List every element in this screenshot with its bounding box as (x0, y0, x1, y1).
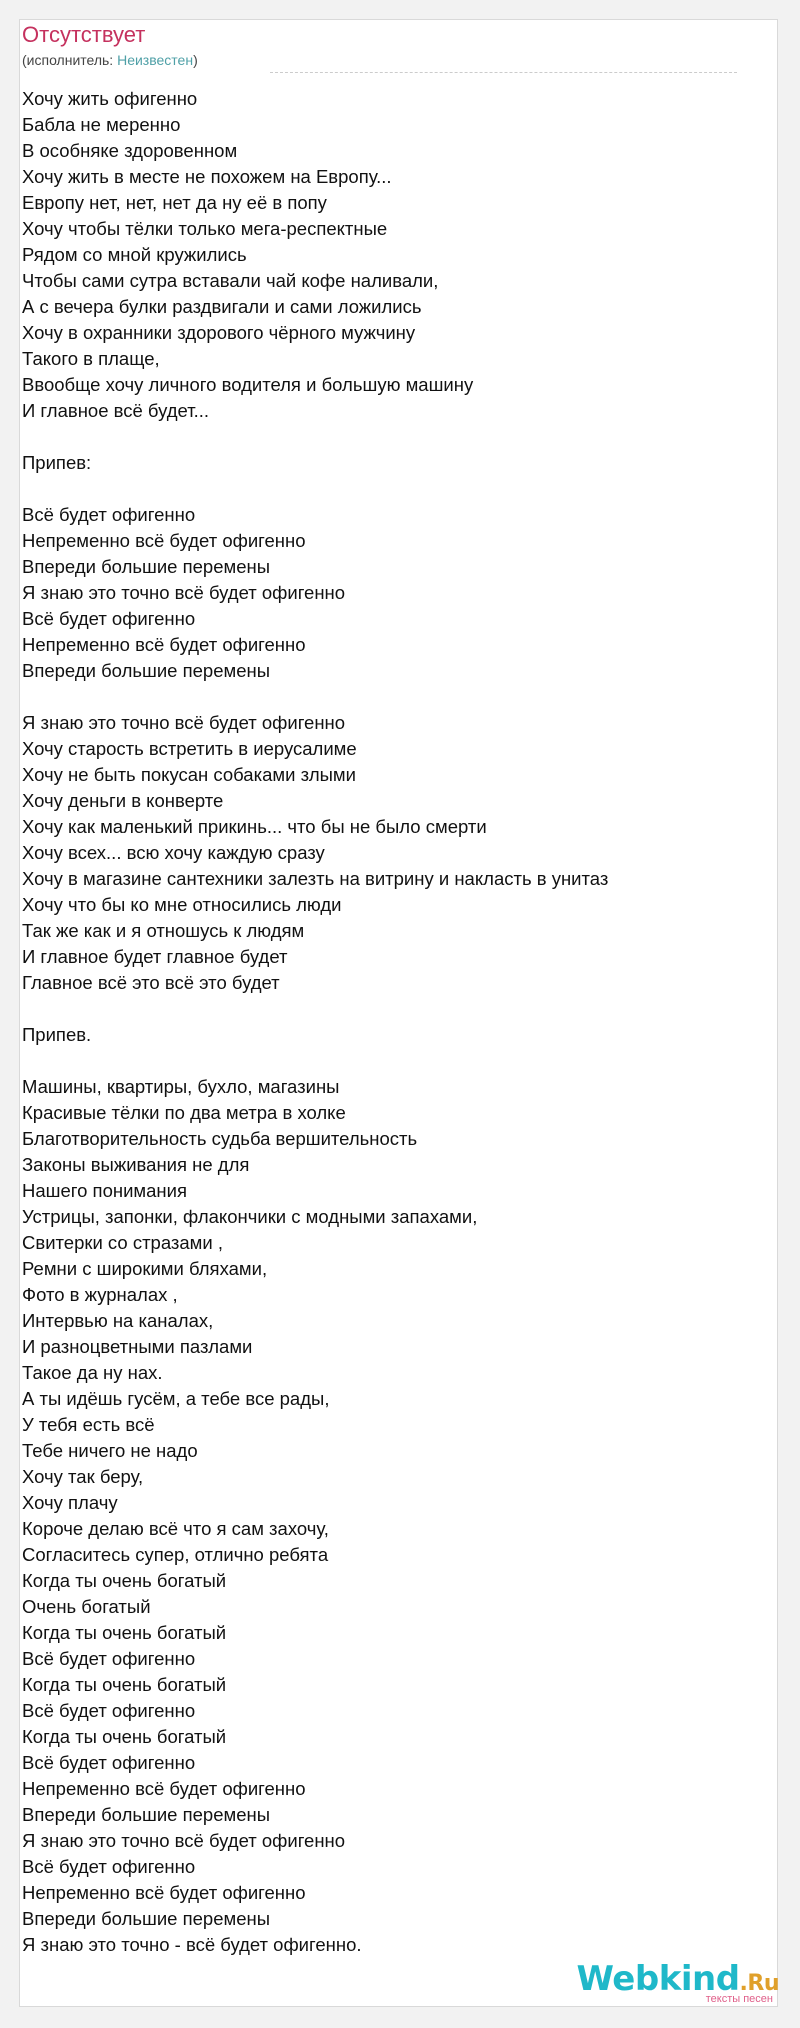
lyric-line: Свитерки со стразами , (22, 1232, 224, 1253)
artist-link[interactable]: Неизвестен (117, 52, 194, 68)
artist-prefix: (исполнитель: (22, 52, 118, 68)
lyric-line: Хочу старость встретить в иерусалиме (22, 738, 357, 759)
lyric-line: Когда ты очень богатый (22, 1674, 227, 1695)
lyric-line: Непременно всё будет офигенно (22, 1778, 306, 1799)
lyric-line: Когда ты очень богатый (22, 1570, 227, 1591)
lyric-line: Хочу как маленький прикинь... что бы не было смерти (22, 816, 487, 837)
webkind-watermark (576, 1959, 779, 2005)
lyric-line: Непременно всё будет офигенно (22, 530, 306, 551)
lyric-line: И главное всё будет... (22, 400, 210, 421)
lyric-line: Припев: (22, 452, 92, 473)
lyric-line: Тебе ничего не надо (22, 1440, 198, 1461)
lyric-line: Нашего понимания (22, 1180, 187, 1201)
lyric-line: Непременно всё будет офигенно (22, 1882, 306, 1903)
watermark-tld: .Ru (739, 1971, 779, 1996)
artist-suffix: ) (193, 52, 198, 68)
lyric-blank-line (22, 684, 742, 710)
lyric-line: Всё будет офигенно (22, 504, 196, 525)
lyric-line: Я знаю это точно всё будет офигенно (22, 582, 346, 603)
lyric-line: Хочу в охранники здорового чёрного мужчину (22, 322, 416, 343)
lyric-line: И разноцветными пазлами (22, 1336, 253, 1357)
lyric-line: У тебя есть всё (22, 1414, 155, 1435)
lyric-line: Машины, квартиры, бухло, магазины (22, 1076, 340, 1097)
lyric-line: Рядом со мной кружились (22, 244, 247, 265)
lyric-line: Так же как и я отношусь к людям (22, 920, 305, 941)
lyric-line: Хочу что бы ко мне относились люди (22, 894, 342, 915)
lyrics-text (22, 86, 742, 1958)
lyric-blank-line (22, 996, 742, 1022)
header-divider (270, 72, 737, 73)
watermark-tagline: тексты песен (705, 1993, 773, 2005)
lyric-line: Красивые тёлки по два метра в холке (22, 1102, 346, 1123)
lyric-blank-line (22, 1048, 742, 1074)
lyric-line: Хочу в магазине сантехники залезть на витрину и накласть в унитаз (22, 868, 609, 889)
lyric-line: Бабла не меренно (22, 114, 181, 135)
lyric-line: Всё будет офигенно (22, 608, 196, 629)
lyric-line: Впереди большие перемены (22, 660, 271, 681)
lyric-line: Устрицы, запонки, флакончики с модными запахами, (22, 1206, 478, 1227)
lyric-line: Хочу чтобы тёлки только мега-респектные (22, 218, 388, 239)
watermark-kind: kind (658, 1959, 740, 1999)
lyric-line: Хочу деньги в конверте (22, 790, 224, 811)
watermark-web: Web (576, 1959, 659, 1999)
lyric-line: Короче делаю всё что я сам захочу, (22, 1518, 329, 1539)
lyric-blank-line (22, 424, 742, 450)
lyric-line: Хочу жить в месте не похожем на Европу... (22, 166, 392, 187)
lyric-line: Согласитесь супер, отлично ребята (22, 1544, 329, 1565)
lyric-line: Всё будет офигенно (22, 1700, 196, 1721)
lyric-line: Ремни с широкими бляхами, (22, 1258, 268, 1279)
lyric-line: Чтобы сами сутра вставали чай кофе наливали, (22, 270, 439, 291)
lyric-line: Законы выживания не для (22, 1154, 250, 1175)
lyric-line: Всё будет офигенно (22, 1648, 196, 1669)
lyric-line: Когда ты очень богатый (22, 1622, 227, 1643)
lyric-line: Непременно всё будет офигенно (22, 634, 306, 655)
lyric-line: Всё будет офигенно (22, 1752, 196, 1773)
lyric-line: Интервью на каналах, (22, 1310, 214, 1331)
lyric-line: Хочу так беру, (22, 1466, 144, 1487)
lyric-line: Такое да ну нах. (22, 1362, 163, 1383)
lyric-line: А с вечера булки раздвигали и сами ложились (22, 296, 422, 317)
lyric-line: Благотворительность судьба вершительность (22, 1128, 418, 1149)
lyric-line: Всё будет офигенно (22, 1856, 196, 1877)
lyric-line: Впереди большие перемены (22, 1908, 271, 1929)
lyric-line: А ты идёшь гусём, а тебе все рады, (22, 1388, 330, 1409)
lyric-line: Впереди большие перемены (22, 1804, 271, 1825)
artist-line (22, 52, 198, 68)
song-title: Отсутствует (22, 22, 146, 47)
lyric-line: Я знаю это точно всё будет офигенно (22, 1830, 346, 1851)
lyric-line: Такого в плаще, (22, 348, 160, 369)
lyric-line: Я знаю это точно - всё будет офигенно. (22, 1934, 362, 1955)
lyric-line: Главное всё это всё это будет (22, 972, 280, 993)
lyric-line: Хочу всех... всю хочу каждую сразу (22, 842, 325, 863)
lyric-line: Когда ты очень богатый (22, 1726, 227, 1747)
lyric-line: Впереди большие перемены (22, 556, 271, 577)
lyric-line: Европу нет, нет, нет да ну её в попу (22, 192, 327, 213)
lyric-line: В особняке здоровенном (22, 140, 238, 161)
lyric-line: Ввообще хочу личного водителя и большую машину (22, 374, 474, 395)
lyric-line: Припев. (22, 1024, 92, 1045)
lyric-blank-line (22, 476, 742, 502)
lyric-line: Хочу не быть покусан собаками злыми (22, 764, 356, 785)
lyric-line: Очень богатый (22, 1596, 151, 1617)
lyric-line: Я знаю это точно всё будет офигенно (22, 712, 346, 733)
lyric-line: И главное будет главное будет (22, 946, 288, 967)
lyric-line: Фото в журналах , (22, 1284, 178, 1305)
lyric-line: Хочу жить офигенно (22, 88, 198, 109)
lyric-line: Хочу плачу (22, 1492, 118, 1513)
